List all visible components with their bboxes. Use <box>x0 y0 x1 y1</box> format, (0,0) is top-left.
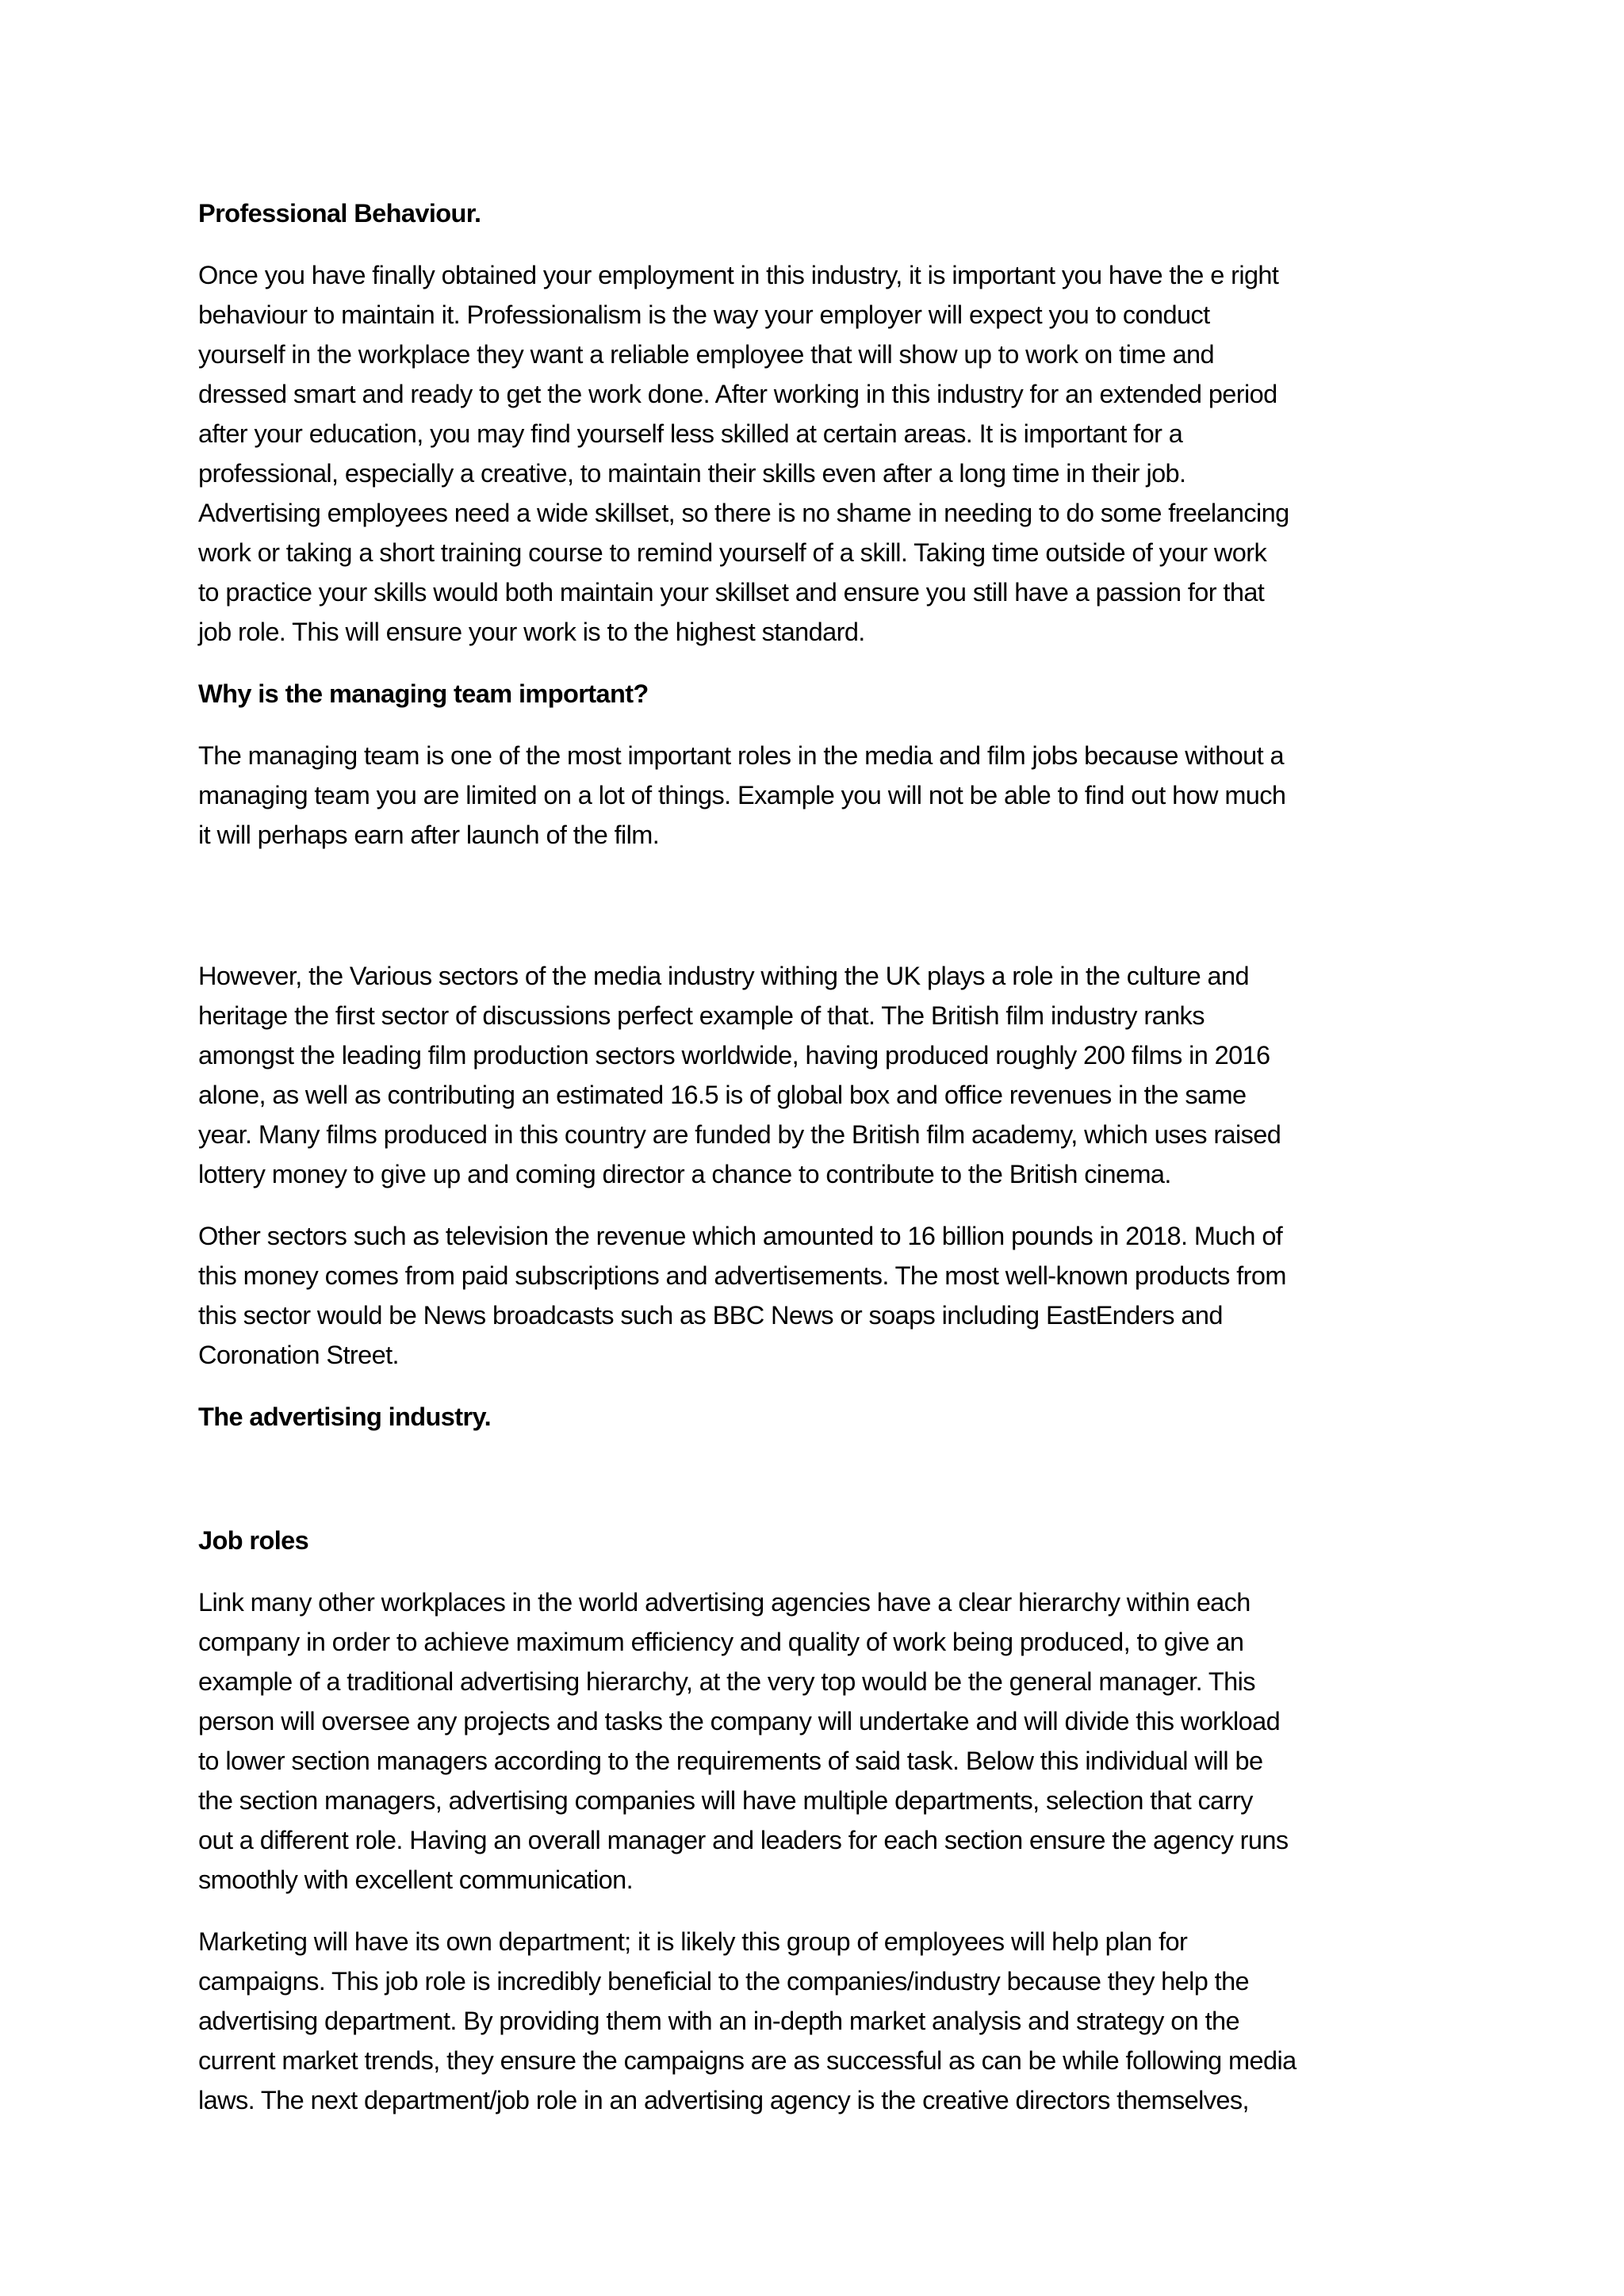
text-line: it will perhaps earn after launch of the film. <box>198 821 660 849</box>
paragraph-managing-team <box>198 736 1435 855</box>
text-line: this sector would be News broadcasts such as BBC News or soaps including EastEnders and <box>198 1301 1223 1330</box>
text-line: smoothly with excellent communication. <box>198 1866 633 1894</box>
text-line: Other sectors such as television the revenue which amounted to 16 billion pounds in 2018. Much of <box>198 1222 1283 1250</box>
paragraph-media-sectors <box>198 956 1435 1194</box>
heading-job-roles: Job roles <box>198 1526 309 1555</box>
document-body <box>198 193 1435 2120</box>
heading-advertising-industry: The advertising industry. <box>198 1402 492 1431</box>
text-line: advertising department. By providing them with an in-depth market analysis and strategy on the <box>198 2007 1239 2035</box>
heading-managing-team: Why is the managing team important? <box>198 679 649 708</box>
text-line: to lower section managers according to the requirements of said task. Below this individual will be <box>198 1747 1263 1775</box>
text-line: job role. This will ensure your work is to the highest standard. <box>198 618 865 646</box>
text-line: behaviour to maintain it. Professionalism is the way your employer will expect you to conduct <box>198 300 1210 329</box>
text-line: amongst the leading film production sectors worldwide, having produced roughly 200 films in 2016 <box>198 1041 1270 1070</box>
text-line: to practice your skills would both maintain your skillset and ensure you still have a passion for that <box>198 578 1265 607</box>
text-line: the section managers, advertising companies will have multiple departments, selection that carry <box>198 1786 1253 1815</box>
paragraph-marketing <box>198 1922 1435 2120</box>
text-line: lottery money to give up and coming director a chance to contribute to the British cinema. <box>198 1160 1171 1188</box>
text-line: after your education, you may find yourself less skilled at certain areas. It is important for a <box>198 419 1183 448</box>
text-line: out a different role. Having an overall manager and leaders for each section ensure the agency runs <box>198 1826 1289 1854</box>
paragraph-television <box>198 1216 1435 1375</box>
text-line: current market trends, they ensure the campaigns are as successful as can be while following media <box>198 2046 1297 2075</box>
text-line: Once you have finally obtained your employment in this industry, it is important you have the e right <box>198 261 1279 289</box>
text-line: Coronation Street. <box>198 1341 399 1369</box>
paragraph-job-roles <box>198 1582 1435 1900</box>
text-line: alone, as well as contributing an estimated 16.5 is of global box and office revenues in the same <box>198 1081 1247 1109</box>
text-line: laws. The next department/job role in an advertising agency is the creative directors themselves, <box>198 2086 1249 2114</box>
text-line: company in order to achieve maximum efficiency and quality of work being produced, to give an <box>198 1628 1244 1656</box>
text-line: dressed smart and ready to get the work done. After working in this industry for an extended period <box>198 380 1277 408</box>
text-line: person will oversee any projects and tasks the company will undertake and will divide this workload <box>198 1707 1281 1735</box>
paragraph-professional-behaviour <box>198 255 1435 652</box>
text-line: professional, especially a creative, to maintain their skills even after a long time in their job. <box>198 459 1186 488</box>
text-line: campaigns. This job role is incredibly beneficial to the companies/industry because they help the <box>198 1967 1250 1996</box>
text-line: heritage the first sector of discussions perfect example of that. The British film industry ranks <box>198 1001 1205 1030</box>
heading-professional-behaviour: Professional Behaviour. <box>198 199 481 228</box>
text-line: example of a traditional advertising hierarchy, at the very top would be the general manager. This <box>198 1667 1255 1696</box>
text-line: year. Many films produced in this country are funded by the British film academy, which uses raised <box>198 1120 1281 1149</box>
text-line: this money comes from paid subscriptions and advertisements. The most well-known products from <box>198 1261 1286 1290</box>
text-line: yourself in the workplace they want a reliable employee that will show up to work on time and <box>198 340 1215 369</box>
text-line: managing team you are limited on a lot of things. Example you will not be able to find out how much <box>198 781 1286 809</box>
text-line: Advertising employees need a wide skillset, so there is no shame in needing to do some freelancing <box>198 499 1289 527</box>
text-line: work or taking a short training course to remind yourself of a skill. Taking time outside of your work <box>198 538 1267 567</box>
text-line: However, the Various sectors of the media industry withing the UK plays a role in the culture and <box>198 962 1249 990</box>
text-line: Link many other workplaces in the world advertising agencies have a clear hierarchy within each <box>198 1588 1251 1617</box>
text-line: Marketing will have its own department; it is likely this group of employees will help plan for <box>198 1927 1188 1956</box>
text-line: The managing team is one of the most important roles in the media and film jobs because without a <box>198 741 1284 770</box>
